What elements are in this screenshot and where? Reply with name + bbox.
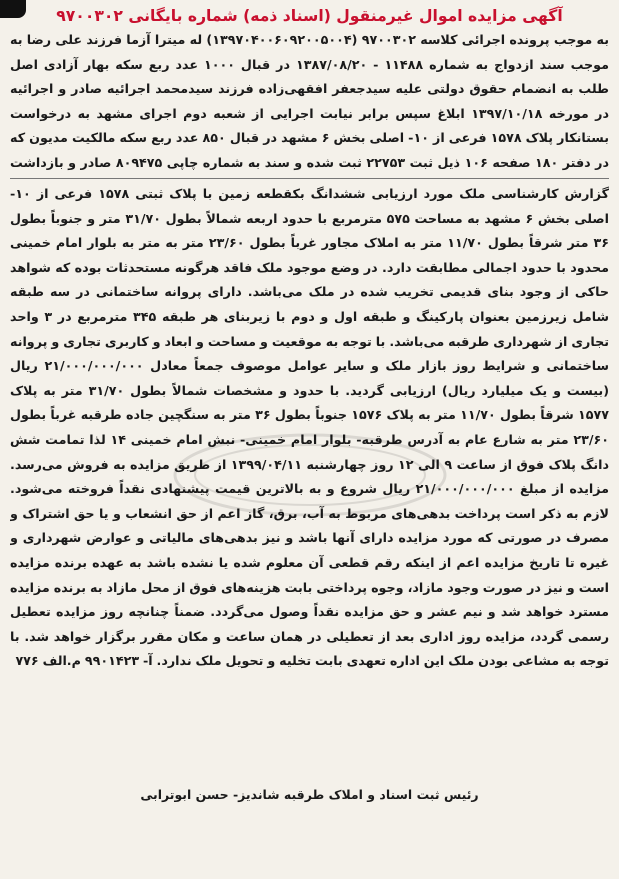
signature-line: رئیس ثبت اسناد و املاک طرقبه شاندیز- حسن ابوترابی	[140, 787, 479, 802]
section-divider	[10, 178, 609, 179]
notice-paragraph-1: به موجب پرونده اجرائی کلاسه ۹۷۰۰۳۰۲ (۱۳۹۷۰۴۰۰۶۰۹۲۰۰۵۰۰۴) له میترا آزما فرزند علی رضا به موجب سند ازدواج به شماره ۱۱۴۸۸ - ۱۳۸۷/۰۸/۲۰ در قبال ۱۰۰۰ عدد ربع سکه بهار آزادی اصل طلب به انضمام حقوق دولتی علیه سیدجعفر افقهی‌زاده فرزند سیدمحمد اجرائیه صادر و اجرائیه در مورخه ۱۳۹۷/۱۰/۱۸ ابلاغ سپس برابر نیابت اجرایی از شعبه دوم اجرای مشهد به درخواست بستانکار پلاک ۱۵۷۸ فرعی از ۱۰- اصلی بخش ۶ مشهد در قبال ۸۵۰ عدد ربع سکه مالکیت مدیون که در دفتر ۱۸۰ صفحه ۱۰۶ ذیل ثبت ۲۲۷۵۳ ثبت شده و سند به شماره چاپی ۸۰۹۴۷۵ صادر و بازداشت	[10, 32, 609, 170]
notice-title: آگهی مزایده اموال غیرمنقول (اسناد ذمه) شماره بایگانی ۹۷۰۰۳۰۲	[56, 7, 563, 25]
corner-mark	[0, 0, 26, 18]
notice-paragraph-2: گزارش کارشناسی ملک مورد ارزیابی ششدانگ بکقطعه زمین با پلاک ثبتی ۱۵۷۸ فرعی از ۱۰- اصلی بخش ۶ مشهد به مساحت ۵۷۵ مترمربع با حدود اربعه شمالاً بطول ۳۱/۷۰ متر و جنوباً بطول ۳۶ متر شرقاً بطول ۱۱/۷۰ متر به املاک مجاور غرباً بطول ۲۳/۶۰ متر به متر به بلوار امام خمینی محدود با حدود اجمالی مطابقت دارد. در وضع موجود ملک فاقد هرگونه مستحدثات بوده که شواهد حاکی از وجود بنای قدیمی تخریب شده در ملک می‌باشد. دارای پروانه ساختمانی در سه طبقه شامل زیرزمین بعنوان پارکینگ و طبقه اول و دوم با زیربنای هر طبقه ۳۴۵ مترمربع در ۳ واحد تجاری از شهرداری طرقبه می‌باشد. با توجه به موقعیت و مساحت و ابعاد و کاربری تجاری و پروانه ساختمانی و شرایط روز بازار ملک و سایر عوامل موصوف جمعاً معادل ۲۱/۰۰۰/۰۰۰/۰۰۰ ریال (بیست و یک میلیارد ریال) ارزیابی گردید. با حدود و مشخصات شمالاً بطول ۳۱/۷۰ متر به پلاک ۱۵۷۷ شرقاً بطول ۱۱/۷۰ متر به پلاک ۱۵۷۶ جنوباً بطول ۳۶ متر به سنگچین جاده طرقبه غرباً بطول ۲۳/۶۰ متر به شارع عام به آدرس طرقبه- بلوار امام خمینی- نبش امام خمینی ۱۴ لذا تمامت شش دانگ پلاک فوق از ساعت ۹ الی ۱۲ روز چهارشنبه ۱۳۹۹/۰۴/۱۱ از طریق مزایده به فروش می‌رسد. مزایده از مبلغ ۲۱/۰۰۰/۰۰۰/۰۰۰ ریال شروع و به بالاترین قیمت پیشنهادی نقداً فروخته می‌شود. لازم به ذکر است پرداخت بدهی‌های مربوط به آب، برق، گاز اعم از حق انشعاب و یا حق اشتراک و مصرف در صورتی که مورد مزایده دارای آنها باشد و نیز بدهی‌های مالیاتی و عوارض شهرداری و غیره تا تاریخ مزایده اعم از اینکه رقم قطعی آن معلوم شده یا نشده باشد به عهده برنده مزایده است و نیز در صورت وجود مازاد، وجوه پرداختی بابت هزینه‌های فوق از محل مازاد به برنده مزایده مسترد خواهد شد و نیم عشر و حق مزایده نقداً وصول می‌گردد. ضمناً چنانچه روز مزایده تعطیل رسمی گردد، مزایده روز اداری بعد از تعطیلی در همان ساعت و مکان مقرر برگزار خواهد شد. با توجه به مشاعی بودن ملک این اداره تعهدی بابت تخلیه و تحویل ملک ندارد. آ- ۹۹۰۱۴۲۳ م.الف ۷۷۶	[10, 186, 609, 669]
